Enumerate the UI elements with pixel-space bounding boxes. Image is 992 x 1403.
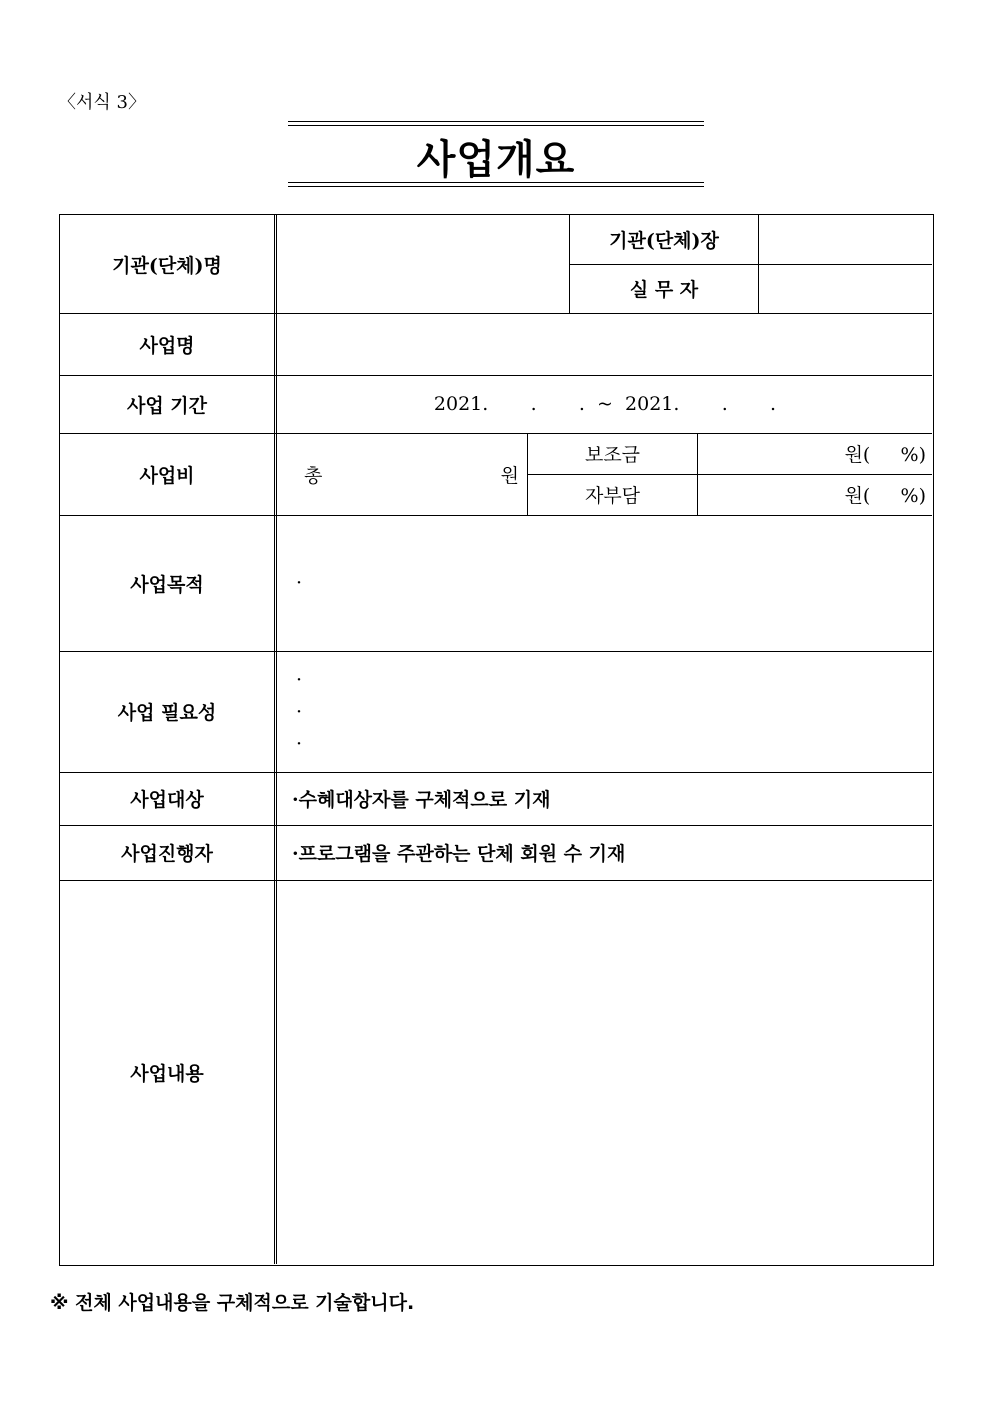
target-label: 사업대상 xyxy=(130,789,204,811)
subsidy-amount-field[interactable]: 원( %) xyxy=(844,444,926,466)
self-funding-amount-field[interactable]: 원( %) xyxy=(844,485,926,507)
project-name-field[interactable] xyxy=(278,313,932,375)
footnote: ※ 전체 사업내용을 구체적으로 기술합니다. xyxy=(50,1292,415,1314)
target-field[interactable]: ·수혜대상자를 구체적으로 기재 xyxy=(292,789,551,811)
project-period-label: 사업 기간 xyxy=(126,394,208,417)
project-name-label: 사업명 xyxy=(139,334,195,357)
overview-form-table xyxy=(59,214,934,1266)
staff-field[interactable] xyxy=(759,264,932,313)
purpose-label: 사업목적 xyxy=(130,573,204,596)
org-name-label: 기관(단체)명 xyxy=(112,254,222,277)
form-number-label: 〈서식 3〉 xyxy=(58,92,146,113)
budget-total-unit: 원 xyxy=(500,464,519,487)
self-funding-label: 자부담 xyxy=(584,485,641,507)
title-top-rule xyxy=(288,121,704,126)
necessity-field[interactable] xyxy=(278,651,932,772)
operator-label: 사업진행자 xyxy=(121,843,213,865)
org-head-field[interactable] xyxy=(759,215,932,264)
subsidy-label: 보조금 xyxy=(584,444,641,466)
title-bottom-rule xyxy=(288,182,704,187)
project-period-field[interactable]: 2021. . . ~ 2021. . . xyxy=(433,393,777,415)
budget-label: 사업비 xyxy=(139,464,195,487)
purpose-field[interactable] xyxy=(278,515,932,651)
org-name-field[interactable] xyxy=(278,215,569,313)
necessity-bullet: · xyxy=(296,668,303,691)
budget-total-prefix: 총 xyxy=(304,464,323,487)
operator-field[interactable]: ·프로그램을 주관하는 단체 회원 수 기재 xyxy=(292,843,626,865)
content-field[interactable] xyxy=(278,880,932,1264)
necessity-bullet: · xyxy=(296,732,303,755)
budget-total-field[interactable] xyxy=(278,433,527,515)
necessity-label: 사업 필요성 xyxy=(117,702,217,724)
org-head-label: 기관(단체)장 xyxy=(609,230,719,252)
purpose-bullet: · xyxy=(296,572,303,594)
page-title: 사업개요 xyxy=(416,137,576,183)
label-column-divider xyxy=(274,215,277,1264)
necessity-bullet: · xyxy=(296,700,303,723)
staff-label: 실 무 자 xyxy=(629,279,699,301)
content-label: 사업내용 xyxy=(130,1062,204,1085)
